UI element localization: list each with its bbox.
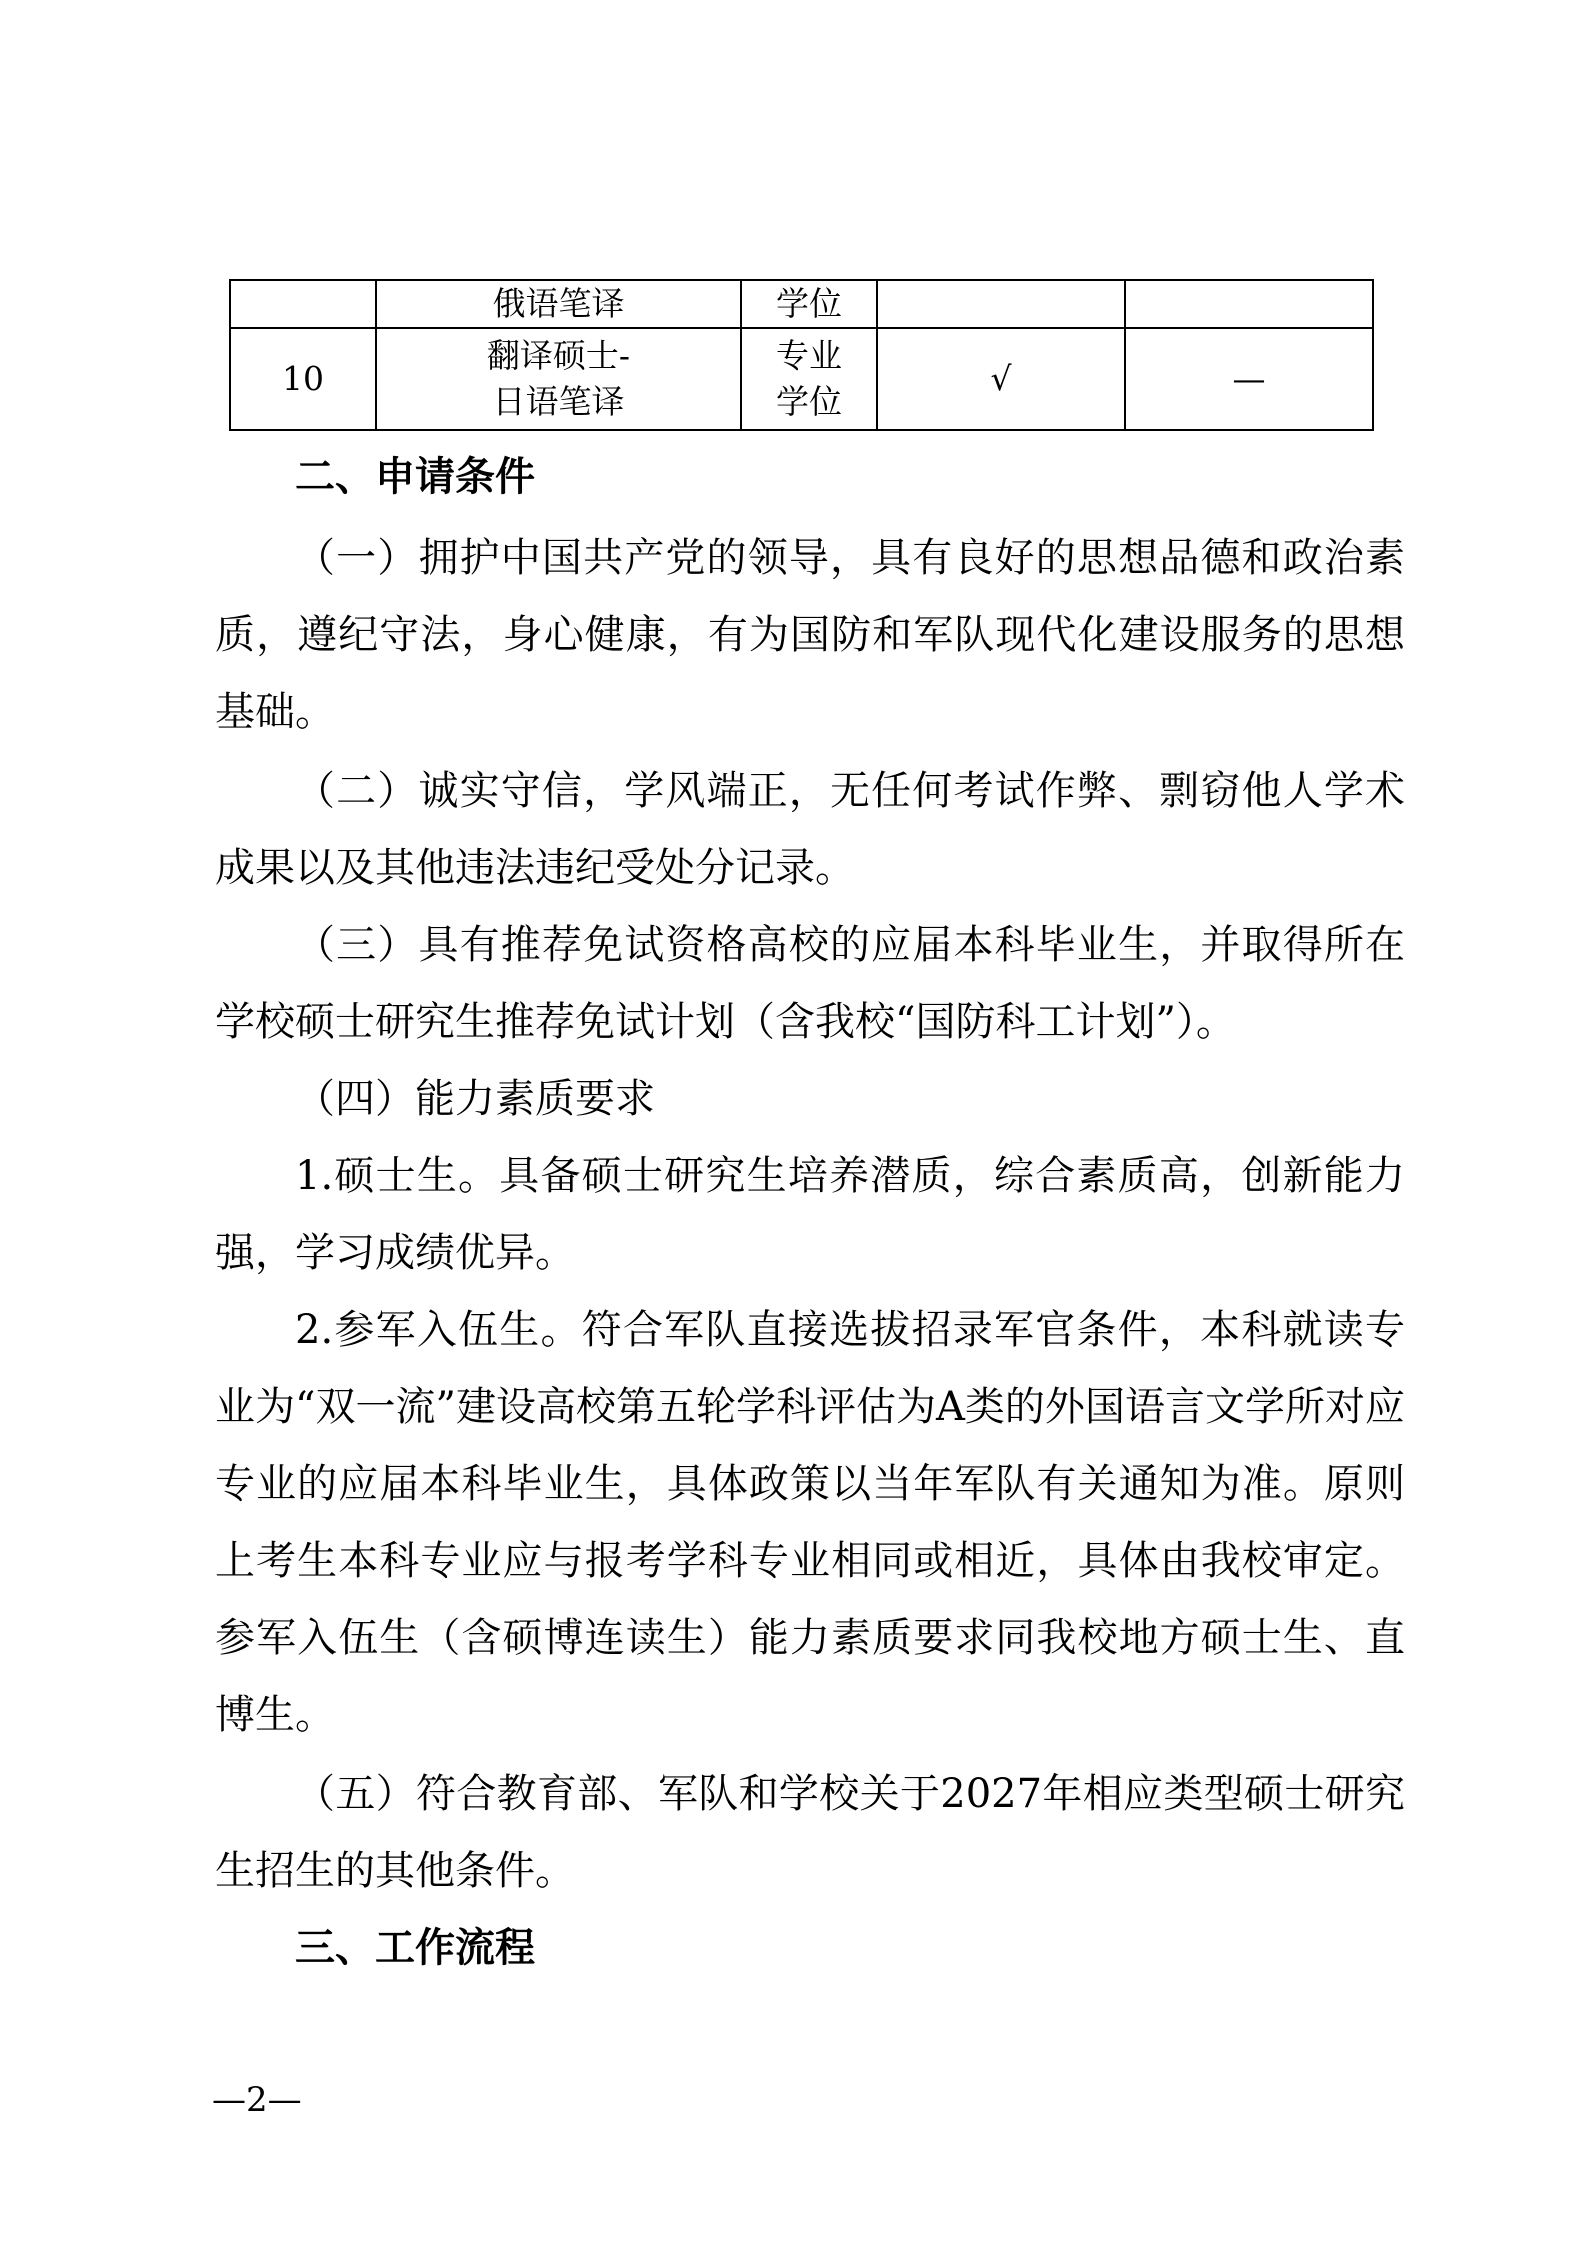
row-number-cell (230, 280, 376, 328)
degree-type-line-1: 专业 (776, 336, 842, 375)
degree-type-cell (741, 328, 877, 430)
dash-cell: — (1125, 328, 1373, 430)
section-2-heading: 二、申请条件 (295, 454, 535, 500)
dash-cell (1125, 280, 1373, 328)
table-row (230, 328, 1373, 430)
paragraph-4: （四）能力素质要求 (295, 1076, 655, 1122)
paragraph-1: （一）拥护中国共产党的领导，具有良好的思想品德和政治素质，遵纪守法，身心健康，有为国防和军队现代化建设服务的思想基础。 (215, 535, 1405, 735)
row-number-cell: 10 (230, 328, 376, 430)
major-text-line-2: 日语笔译 (492, 382, 625, 421)
major-cell (376, 280, 741, 328)
paragraph-2: （二）诚实守信，学风端正，无任何考试作弊、剽窃他人学术成果以及其他违法违纪受处分记录。 (215, 768, 1405, 891)
section-3-heading: 三、工作流程 (295, 1925, 535, 1971)
page-number: —2— (212, 2080, 302, 2120)
check-cell (877, 280, 1125, 328)
degree-type-text: 学位 (776, 284, 842, 323)
degree-type-line-2: 学位 (776, 382, 842, 421)
paragraph-7: （五）符合教育部、军队和学校关于2027年相应类型硕士研究生招生的其他条件。 (215, 1771, 1405, 1894)
program-table (229, 279, 1374, 431)
paragraph-3: （三）具有推荐免试资格高校的应届本科毕业生，并取得所在学校硕士研究生推荐免试计划（含我校“国防科工计划”）。 (215, 922, 1405, 1045)
table-row (230, 280, 1373, 328)
check-cell: √ (877, 328, 1125, 430)
major-text: 俄语笔译 (492, 284, 625, 323)
major-cell (376, 328, 741, 430)
paragraph-6: 2.参军入伍生。符合军队直接选拔招录军官条件，本科就读专业为“双一流”建设高校第五轮学科评估为A类的外国语言文学所对应专业的应届本科毕业生，具体政策以当年军队有关通知为准。原则上考生本科专业应与报考学科专业相同或相近，具体由我校审定。参军入伍生（含硕博连读生）能力素质要求同我校地方硕士生、直博生。 (215, 1307, 1405, 1738)
paragraph-5: 1.硕士生。具备硕士研究生培养潜质，综合素质高，创新能力强，学习成绩优异。 (215, 1153, 1405, 1276)
major-text-line-1: 翻译硕士- (486, 336, 631, 375)
degree-type-cell (741, 280, 877, 328)
